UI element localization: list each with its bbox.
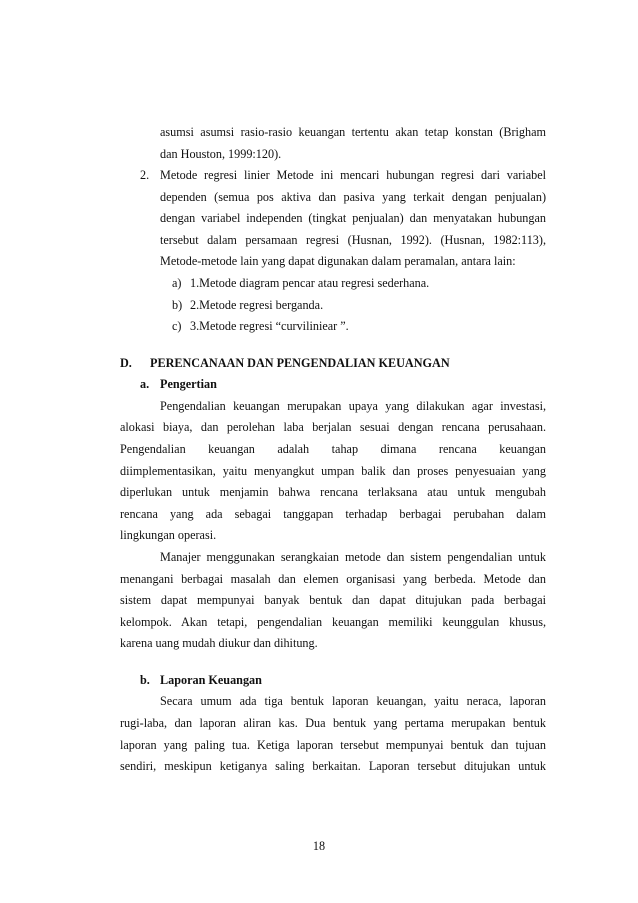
text-line: Pengendalian keuangan merupakan upaya yang dilakukan agar investasi,	[160, 398, 546, 413]
text-line: dependen (semua pos aktiva dan pasiva yang terkait dengan penjualan)	[160, 189, 546, 204]
text-line: alokasi biaya, dan perolehan laba berjalan sesuai dengan rencana perusahaan.	[120, 420, 546, 435]
text-line: sistem dapat mempunyai banyak bentuk dan dapat ditujukan pada berbagai	[120, 593, 546, 608]
subsection-title: Laporan Keuangan	[160, 672, 262, 687]
sublist-item: 3.Metode regresi “curviliniear ”.	[190, 319, 349, 334]
text-line: Metode regresi linier Metode ini mencari hubungan regresi dari variabel	[160, 168, 546, 183]
text-line: dan Houston, 1999:120).	[160, 146, 282, 161]
text-line: rencana yang ada sebagai tanggapan terhadap berbagai perubahan dalam	[120, 506, 546, 521]
sublist-letter: a)	[172, 276, 182, 291]
subsection-letter: a.	[140, 377, 150, 392]
sublist-letter: c)	[172, 319, 182, 334]
page-number: 18	[312, 839, 326, 853]
text-line: Pengendalian keuangan adalah tahap dimana rencana keuangan	[120, 442, 546, 457]
text-line: dengan variabel independen (tingkat penjualan) dan menyatakan hubungan	[160, 211, 546, 226]
subsection-title: Pengertian	[160, 377, 217, 392]
text-line: sendiri, meskipun ketiganya saling berkaitan. Laporan tersebut ditujukan untuk	[120, 759, 546, 774]
text-line: laporan yang paling tua. Ketiga laporan tersebut mempunyai bentuk dan tujuan	[120, 737, 546, 752]
sublist-letter: b)	[172, 297, 183, 312]
text-line: Secara umum ada tiga bentuk laporan keuangan, yaitu neraca, laporan	[160, 694, 546, 709]
text-line: Metode-metode lain yang dapat digunakan dalam peramalan, antara lain:	[160, 254, 516, 269]
text-line: rugi-laba, dan laporan aliran kas. Dua bentuk yang pertama merupakan bentuk	[120, 715, 546, 730]
text-line: karena uang mudah diukur dan dihitung.	[120, 636, 318, 651]
text-line: kelompok. Akan tetapi, pengendalian keuangan memiliki keunggulan khusus,	[120, 614, 546, 629]
section-letter: D.	[120, 355, 132, 370]
text-line: diimplementasikan, yaitu menyangkut umpan balik dan proses penyesuaian yang	[120, 463, 546, 478]
text-line: Manajer menggunakan serangkaian metode dan sistem pengendalian untuk	[160, 549, 546, 564]
sublist-item: 2.Metode regresi berganda.	[190, 297, 324, 312]
text-line: menangani berbagai masalah dan elemen organisasi yang berbeda. Metode dan	[120, 571, 546, 586]
section-title: PERENCANAAN DAN PENGENDALIAN KEUANGAN	[150, 355, 450, 370]
subsection-letter: b.	[140, 672, 150, 687]
text-line: lingkungan operasi.	[120, 528, 217, 543]
list-number: 2.	[140, 168, 150, 183]
sublist-item: 1.Metode diagram pencar atau regresi sederhana.	[190, 276, 430, 291]
text-line: diperlukan untuk menjamin bahwa rencana terlaksana atau untuk mengubah	[120, 485, 546, 500]
text-line: asumsi asumsi rasio-rasio keuangan tertentu akan tetap konstan (Brigham	[160, 125, 546, 139]
text-line: tersebut dalam persamaan regresi (Husnan, 1992). (Husnan, 1982:113),	[160, 232, 546, 247]
